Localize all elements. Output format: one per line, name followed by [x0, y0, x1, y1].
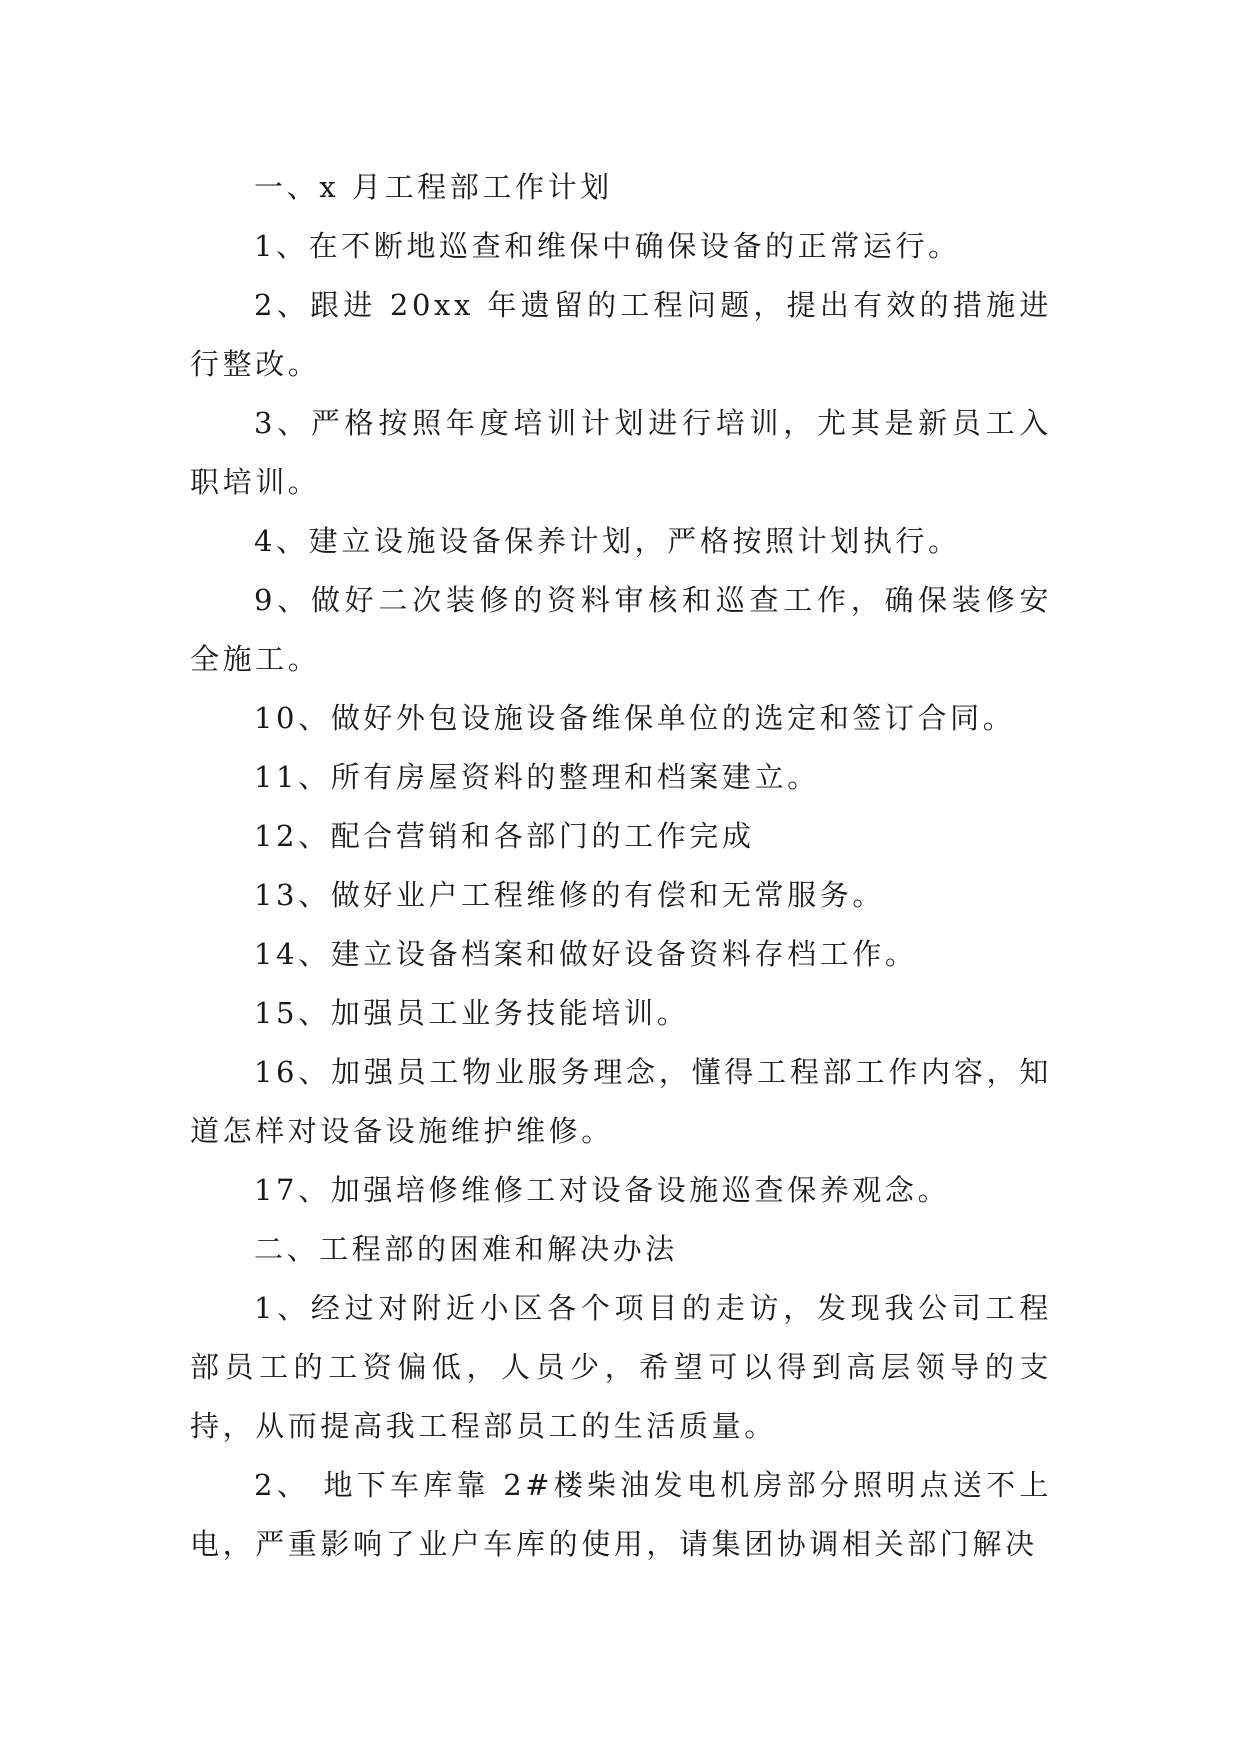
plan-item-15: 15、加强员工业务技能培训。	[254, 996, 690, 1030]
plan-item-10: 10、做好外包设施设备维保单位的选定和签订合同。	[254, 701, 1016, 735]
plan-item-9: 9、做好二次装修的资料审核和巡查工作，确保装修安全施工。	[190, 583, 1052, 676]
plan-item-17: 17、加强培修维修工对设备设施巡查保养观念。	[254, 1173, 951, 1207]
document-body	[190, 158, 1052, 1574]
plan-item-12: 12、配合营销和各部门的工作完成	[254, 819, 755, 853]
heading-difficulties: 二、工程部的困难和解决办法	[254, 1232, 678, 1266]
plan-item-2: 2、跟进 20xx 年遗留的工程问题，提出有效的措施进行整改。	[190, 288, 1052, 381]
difficulty-item-1: 1、经过对附近小区各个项目的走访，发现我公司工程部员工的工资偏低，人员少，希望可以得到高层领导的支持，从而提高我工程部员工的生活质量。	[190, 1291, 1052, 1443]
difficulty-item-2: 2、 地下车库靠 2#楼柴油发电机房部分照明点送不上电，严重影响了业户车库的使用，请集团协调相关部门解决	[190, 1468, 1052, 1561]
heading-work-plan: 一、x 月工程部工作计划	[254, 170, 613, 204]
plan-item-4: 4、建立设施设备保养计划，严格按照计划执行。	[254, 524, 961, 558]
plan-item-14: 14、建立设备档案和做好设备资料存档工作。	[254, 937, 918, 971]
plan-item-13: 13、做好业户工程维修的有偿和无常服务。	[254, 878, 885, 912]
plan-item-11: 11、所有房屋资料的整理和档案建立。	[254, 760, 820, 794]
plan-item-16: 16、加强员工物业服务理念，懂得工程部工作内容，知道怎样对设备设施维护维修。	[190, 1055, 1052, 1148]
plan-item-1: 1、在不断地巡查和维保中确保设备的正常运行。	[254, 229, 961, 263]
plan-item-3: 3、严格按照年度培训计划进行培训，尤其是新员工入职培训。	[190, 406, 1052, 499]
